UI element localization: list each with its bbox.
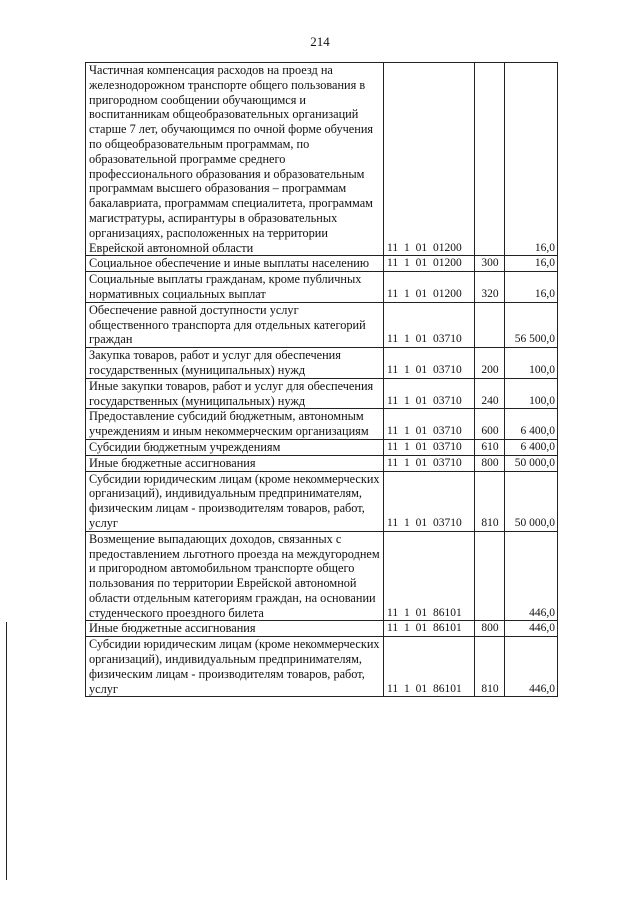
row-name: Иные бюджетные ассигнования	[86, 455, 384, 471]
row-sum: 56 500,0	[505, 302, 558, 347]
row-name: Социальное обеспечение и иные выплаты населению	[86, 256, 384, 272]
row-name: Субсидии юридическим лицам (кроме некоммерческих организаций), индивидуальным предпринимателям, физическим лицам - производителям товаров, работ, услуг	[86, 471, 384, 531]
row-expense-type: 800	[475, 455, 505, 471]
table-row	[86, 471, 558, 531]
row-name: Закупка товаров, работ и услуг для обеспечения государственных (муниципальных) нужд	[86, 348, 384, 379]
row-expense-type	[475, 63, 505, 256]
row-name: Иные бюджетные ассигнования	[86, 621, 384, 637]
row-code: 11 1 01 01200	[384, 63, 475, 256]
row-expense-type	[475, 531, 505, 621]
row-expense-type: 320	[475, 272, 505, 303]
row-sum: 100,0	[505, 378, 558, 409]
row-code: 11 1 01 03710	[384, 302, 475, 347]
row-sum: 16,0	[505, 63, 558, 256]
table-row	[86, 531, 558, 621]
row-sum: 6 400,0	[505, 439, 558, 455]
row-expense-type: 810	[475, 637, 505, 697]
row-code: 11 1 01 03710	[384, 348, 475, 379]
row-code: 11 1 01 01200	[384, 256, 475, 272]
row-code: 11 1 01 01200	[384, 272, 475, 303]
row-expense-type: 610	[475, 439, 505, 455]
table-row	[86, 409, 558, 440]
row-code: 11 1 01 03710	[384, 378, 475, 409]
row-name: Частичная компенсация расходов на проезд на железнодорожном транспорте общего пользования в пригородном сообщении обучающимся и воспитанникам общеобразовательных организаций старше 7 лет, обучающимся по очной форме обучения по общеобразовательным программам, по образовательной программе среднего профессионального образования и образовательным программам высшего образования – программам бакалавриата, программам специалитета, программам магистратуры, аспирантуры в образовательных организациях, расположенных на территории Еврейской автономной области	[86, 63, 384, 256]
row-sum: 100,0	[505, 348, 558, 379]
row-sum: 16,0	[505, 272, 558, 303]
row-name: Обеспечение равной доступности услуг общественного транспорта для отдельных категорий граждан	[86, 302, 384, 347]
row-name: Иные закупки товаров, работ и услуг для обеспечения государственных (муниципальных) нужд	[86, 378, 384, 409]
row-name: Социальные выплаты гражданам, кроме публичных нормативных социальных выплат	[86, 272, 384, 303]
row-sum: 446,0	[505, 637, 558, 697]
table-row	[86, 272, 558, 303]
row-expense-type	[475, 302, 505, 347]
row-code: 11 1 01 03710	[384, 439, 475, 455]
row-code: 11 1 01 86101	[384, 637, 475, 697]
row-code: 11 1 01 86101	[384, 621, 475, 637]
row-expense-type: 600	[475, 409, 505, 440]
row-code: 11 1 01 86101	[384, 531, 475, 621]
table-row	[86, 378, 558, 409]
budget-table	[85, 62, 558, 697]
table-row	[86, 63, 558, 256]
row-sum: 6 400,0	[505, 409, 558, 440]
row-code: 11 1 01 03710	[384, 455, 475, 471]
row-name: Предоставление субсидий бюджетным, автономным учреждениям и иным некоммерческим организациям	[86, 409, 384, 440]
row-code: 11 1 01 03710	[384, 409, 475, 440]
row-name: Субсидии бюджетным учреждениям	[86, 439, 384, 455]
table-row	[86, 439, 558, 455]
row-expense-type: 240	[475, 378, 505, 409]
table-row	[86, 637, 558, 697]
table-row	[86, 256, 558, 272]
page-number: 214	[310, 34, 330, 49]
table-row	[86, 455, 558, 471]
table-row	[86, 348, 558, 379]
table-row	[86, 621, 558, 637]
row-expense-type: 810	[475, 471, 505, 531]
row-name: Возмещение выпадающих доходов, связанных с предоставлением льготного проезда на междугороднем и пригородном автомобильном транспорте общего пользования по территории Еврейской автономной области отдельным категориям граждан, на основании студенческого проездного билета	[86, 531, 384, 621]
row-sum: 446,0	[505, 621, 558, 637]
row-sum: 446,0	[505, 531, 558, 621]
row-sum: 50 000,0	[505, 455, 558, 471]
row-sum: 16,0	[505, 256, 558, 272]
row-expense-type: 800	[475, 621, 505, 637]
row-expense-type: 200	[475, 348, 505, 379]
row-code: 11 1 01 03710	[384, 471, 475, 531]
row-expense-type: 300	[475, 256, 505, 272]
row-name: Субсидии юридическим лицам (кроме некоммерческих организаций), индивидуальным предпринимателям, физическим лицам - производителям товаров, работ, услуг	[86, 637, 384, 697]
table-row	[86, 302, 558, 347]
row-sum: 50 000,0	[505, 471, 558, 531]
margin-line	[6, 622, 7, 880]
